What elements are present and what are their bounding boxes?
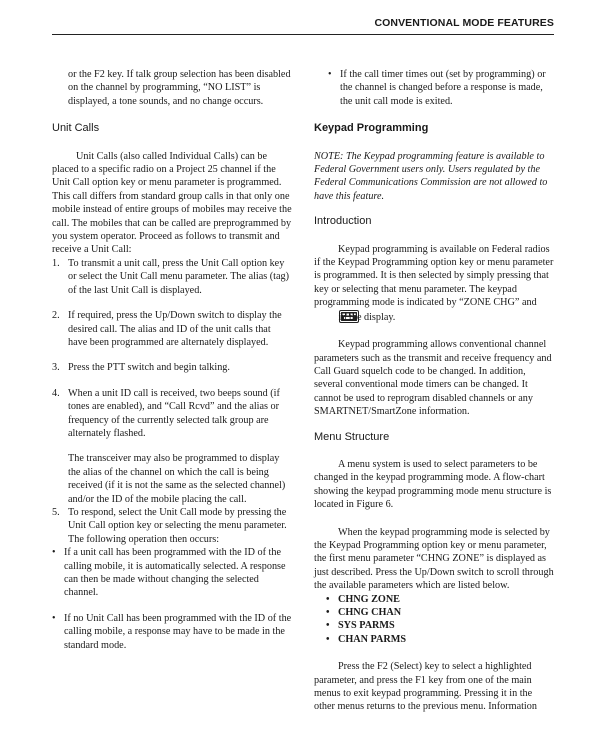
- bullet-text: If the call timer times out (set by programming) or the channel is changed before a response is made, the unit call mode is exited.: [340, 69, 546, 107]
- step-number: 1.: [52, 257, 60, 269]
- right-column: [314, 68, 554, 714]
- step-item: [52, 506, 292, 546]
- introduction-text-b: in the display.: [338, 311, 396, 323]
- menu-structure-paragraph-3: Press the F2 (Select) key to select a highlighted parameter, and press the F1 key from one of the main menus to exit keypad programming. Pressing it in the other menus returns to the previous menu. Information: [314, 661, 537, 713]
- bullet-item: [328, 68, 554, 108]
- bullet-icon: •: [52, 612, 56, 624]
- bullet-icon: •: [326, 620, 330, 632]
- keypad-programming-heading: Keypad Programming: [314, 122, 429, 135]
- step-text: When a unit ID call is received, two beeps sound (if tones are enabled), and “Call Rcvd” and the alias or frequency of the currently selected talk group are alternately flashed.: [68, 387, 280, 439]
- page-header: [52, 17, 554, 35]
- introduction-text-a: Keypad programming is available on Federal radios if the Keypad Programming option key or menu parameter is programmed. It is then selected by simply pressing that key or selecting that menu parameter. The keypad programming mode is indicated by “ZONE CHG” and: [314, 243, 554, 309]
- step-number: 2.: [52, 310, 60, 322]
- menu-parameter-text: SYS PARMS: [338, 620, 395, 632]
- menu-structure-paragraph-1: A menu system is used to select parameters to be changed in the keypad programming mode. A flow-chart showing the keypad programming mode menu structure is located in Figure 6.: [314, 458, 552, 511]
- keypad-icon: [315, 310, 335, 323]
- unit-call-step-5: [52, 506, 292, 546]
- step-item: [52, 257, 292, 297]
- introduction-heading: Introduction: [314, 215, 372, 228]
- step-item: [52, 309, 292, 349]
- menu-parameter-text: CHAN PARMS: [338, 633, 407, 645]
- unit-calls-heading: Unit Calls: [52, 122, 100, 135]
- menu-parameter-list: [314, 593, 554, 647]
- step-text: To transmit a unit call, press the Unit Call option key or select the Unit Call menu parameter. The alias (tag) of the last Unit Call is displayed.: [68, 257, 290, 296]
- bullet-icon: •: [52, 547, 56, 559]
- menu-parameter-text: CHNG ZONE: [338, 593, 400, 605]
- menu-parameter-text: CHNG CHAN: [338, 607, 402, 618]
- step-4-continuation: The transceiver may also be programmed to display the alias of the channel on which the call is being received (if it is not the same as the selected channel) and/or the ID of the mobile placing the call.: [68, 453, 286, 505]
- step-number: 4.: [52, 387, 60, 399]
- menu-structure-paragraph-2: When the keypad programming mode is selected by the Keypad Programming option key or menu parameter, the first menu parameter “CHNG ZONE” is displayed as just described. Press the Up/Down switch to scroll through the available parameters which are listed below.: [314, 526, 554, 592]
- bullet-icon: •: [326, 607, 330, 618]
- continued-paragraph: or the F2 key. If talk group selection has been disabled on the channel by programming, “NO LIST” is displayed, a tone sounds, and no change occurs.: [68, 69, 291, 107]
- menu-parameter-item: [326, 619, 554, 632]
- step-text: Press the PTT switch and begin talking.: [68, 362, 230, 374]
- bullet-icon: •: [326, 633, 330, 645]
- bullet-item: [52, 612, 292, 652]
- menu-structure-heading: Menu Structure: [314, 430, 390, 443]
- step-item: [52, 387, 292, 441]
- step-5-bullets: [52, 546, 292, 652]
- menu-parameter-item: [326, 593, 554, 606]
- step-number: 5.: [52, 506, 60, 518]
- step-text: To respond, select the Unit Call mode by pressing the Unit Call option key or selecting the menu parameter. The following operation then occurs:: [68, 506, 287, 545]
- bullet-icon: •: [328, 69, 332, 80]
- bullet-item: [52, 546, 292, 600]
- step-item: [52, 361, 292, 374]
- menu-parameter-item: [326, 606, 554, 619]
- page-header-title: CONVENTIONAL MODE FEATURES: [374, 17, 554, 29]
- left-column: [52, 68, 292, 652]
- step-text: If required, press the Up/Down switch to display the desired call. The alias and ID of the unit calls that have been programmed are alternately displayed.: [68, 310, 282, 348]
- timer-bullet-list: [314, 68, 554, 108]
- introduction-paragraph: [314, 243, 554, 324]
- unit-calls-paragraph: Unit Calls (also called Individual Calls) can be placed to a specific radio on a Project 25 channel if the Unit Call option key or menu parameter is programmed. This call differs from standard group calls in that only one mobile instead of entire groups of mobiles may receive the call. The mobiles that can be called are preprogrammed by you system operator. Proceed as follows to transmit and receive a Unit Call:: [52, 150, 292, 256]
- unit-call-steps: [52, 257, 292, 440]
- bullet-text: If no Unit Call has been programmed with the ID of the calling mobile, a response may have to be made in the standard mode.: [64, 612, 292, 651]
- menu-parameter-item: [326, 633, 554, 646]
- federal-note: NOTE: The Keypad programming feature is available to Federal Government users only. Users regulated by the Federal Communications Commission are not allowed to have this feature.: [314, 150, 548, 202]
- bullet-text: If a unit call has been programmed with the ID of the calling mobile, it is automatically selected. A response can then be made without changing the selected channel.: [64, 547, 286, 599]
- bullet-icon: •: [326, 593, 330, 605]
- introduction-paragraph-2: Keypad programming allows conventional channel parameters such as the transmit and receive frequency and Call Guard squelch code to be changed. In addition, several conventional mode timers can be changed. It cannot be used to reprogram disabled channels or any SMARTNET/SmartZone information.: [314, 339, 552, 418]
- step-number: 3.: [52, 362, 60, 374]
